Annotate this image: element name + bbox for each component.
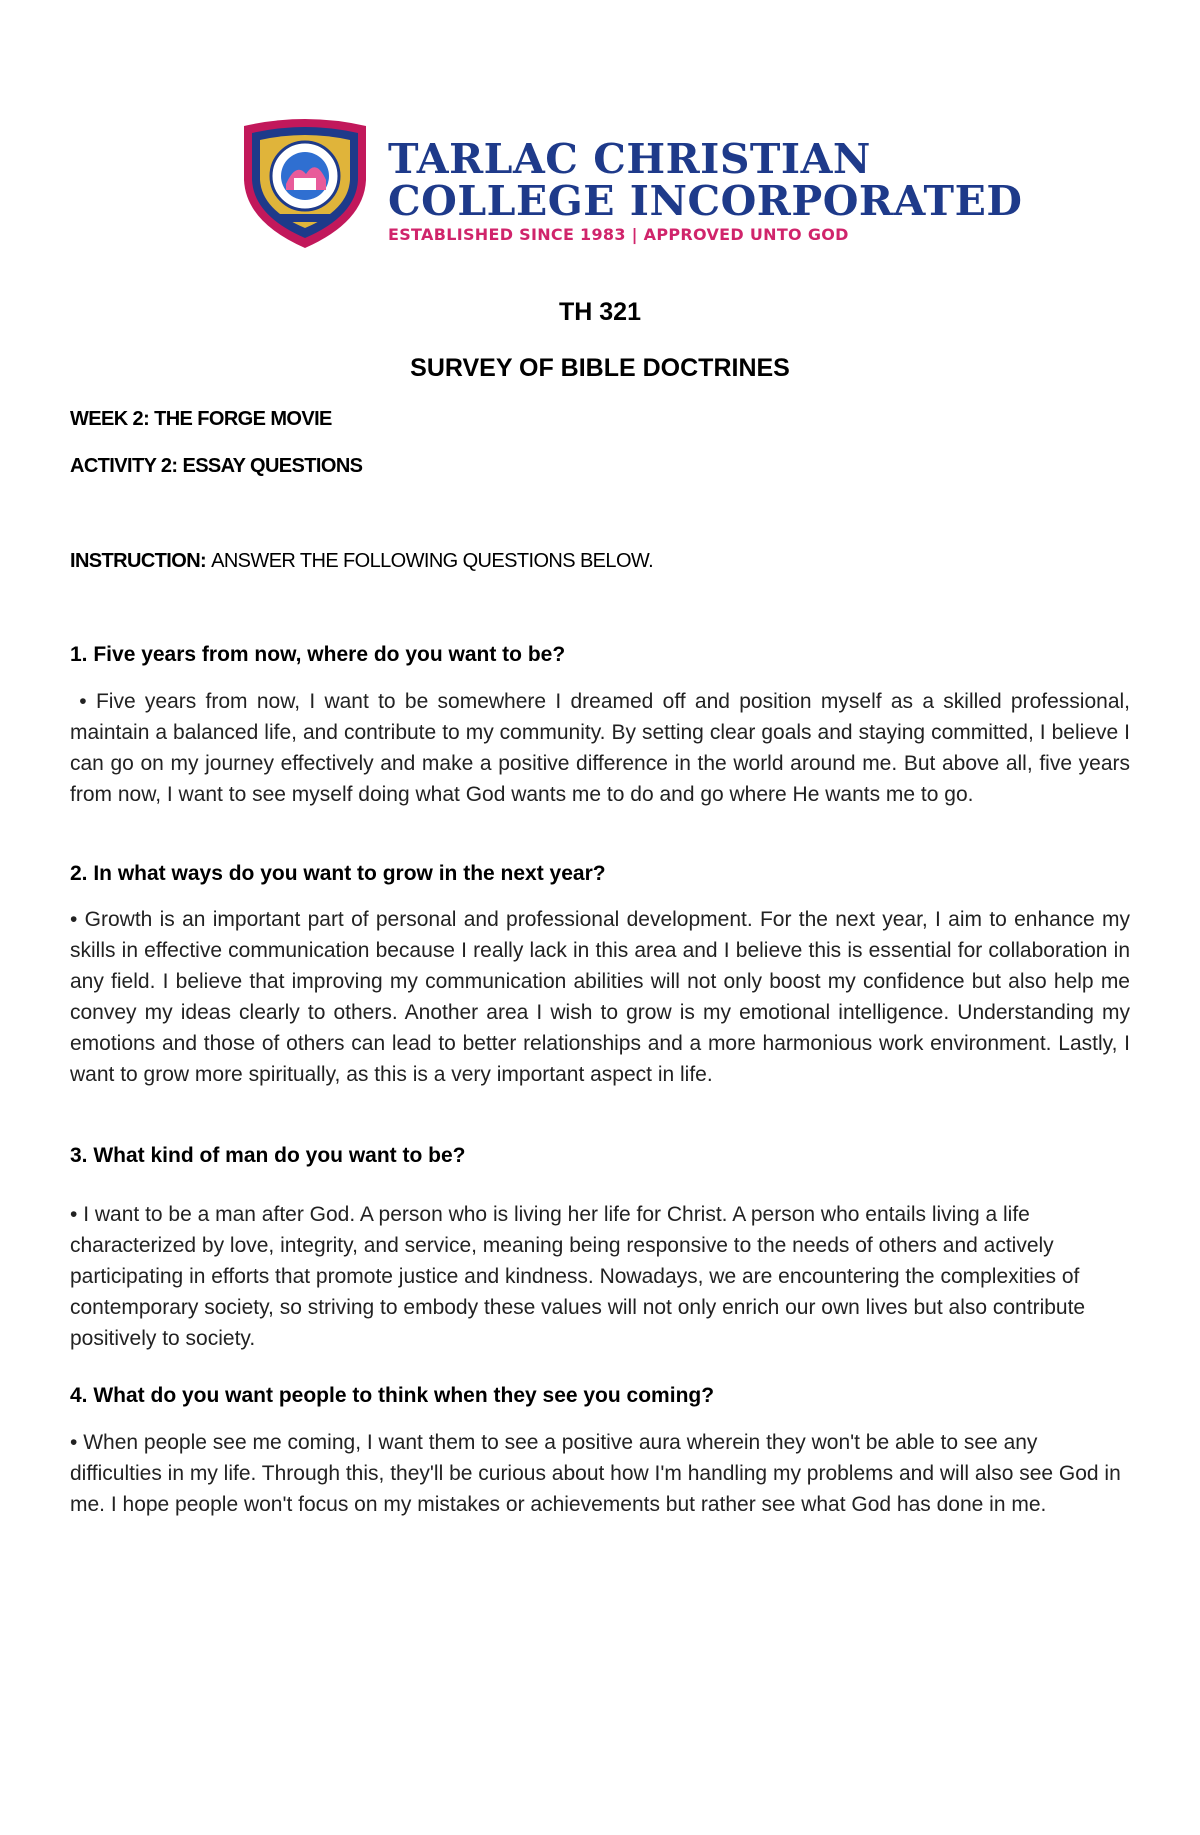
answer-1-text: Five years from now, I want to be somewhere I dreamed off and position myself as a skilled professional, maintain a balanced life, and contribute to my community. By setting clear goals and staying committed, I believe I can go on my journey effectively and make a positive difference in the world around me. But above all, five years from now, I want to see myself doing what God wants me to do and go where He wants me to go. — [70, 690, 1130, 806]
college-header — [236, 118, 1023, 258]
instruction-text: ANSWER THE FOLLOWING QUESTIONS BELOW. — [211, 550, 654, 572]
college-tagline: ESTABLISHED SINCE 1983 | APPROVED UNTO GOD — [388, 225, 849, 244]
week-heading: WEEK 2: THE FORGE MOVIE — [70, 408, 332, 430]
question-2: 2. In what ways do you want to grow in the next year? — [70, 862, 606, 885]
answer-2-text: Growth is an important part of personal and professional development. For the next year, I aim to enhance my skills in effective communication because I really lack in this area and I believe this is essential for collaboration in any field. I believe that improving my communication abilities will not only boost my confidence but also help me convey my ideas clearly to others. Another area I wish to grow is my emotional intelligence. Understanding my emotions and those of others can lead to better relationships and a more harmonious work environment. Lastly, I want to grow more spiritually, as this is a very important aspect in life. — [70, 908, 1130, 1086]
question-block-3 — [70, 1141, 1130, 1171]
bullet-2: • — [70, 908, 78, 931]
bullet-1: • — [79, 690, 87, 713]
answer-4-text: When people see me coming, I want them to see a positive aura wherein they won't be able to see any difficulties in my life. Through this, they'll be curious about how I'm handling my problems and will also see God in me. I hope people won't focus on my mistakes or achievements but rather see what God has done in me. — [70, 1431, 1121, 1516]
instruction-line — [70, 550, 653, 573]
answer-block-1 — [70, 686, 1130, 810]
answer-block-4 — [70, 1427, 1130, 1520]
question-block-2 — [70, 859, 1130, 889]
answer-block-2 — [70, 904, 1130, 1090]
question-block-4 — [70, 1381, 1130, 1411]
college-name-block — [388, 135, 1023, 246]
answer-4 — [70, 1427, 1130, 1520]
school-shield-logo-icon — [236, 118, 374, 252]
answer-3-text: I want to be a man after God. A person who is living her life for Christ. A person who entails living a life characterized by love, integrity, and service, meaning being responsive to the needs of others and actively participating in efforts that promote justice and kindness. Nowadays, we are encountering the complexities of contemporary society, so striving to embody these values will not only enrich our own lives but also contribute positively to society. — [70, 1203, 1086, 1350]
answer-3 — [70, 1199, 1130, 1354]
course-title: SURVEY OF BIBLE DOCTRINES — [410, 354, 790, 382]
bullet-4: • — [70, 1431, 78, 1454]
answer-block-3 — [70, 1199, 1130, 1354]
course-code: TH 321 — [559, 298, 641, 326]
college-name-line2: COLLEGE INCORPORATED — [388, 177, 1023, 225]
activity-heading: ACTIVITY 2: ESSAY QUESTIONS — [70, 455, 363, 477]
bullet-3: • — [70, 1203, 78, 1226]
question-block-1 — [70, 640, 1130, 670]
question-3: 3. What kind of man do you want to be? — [70, 1144, 466, 1167]
answer-1 — [70, 686, 1130, 810]
instruction-label: INSTRUCTION: — [70, 550, 207, 572]
answer-2 — [70, 904, 1130, 1090]
question-4: 4. What do you want people to think when they see you coming? — [70, 1384, 715, 1407]
college-name-line1: TARLAC CHRISTIAN — [388, 135, 871, 183]
question-1: 1. Five years from now, where do you want to be? — [70, 643, 566, 666]
